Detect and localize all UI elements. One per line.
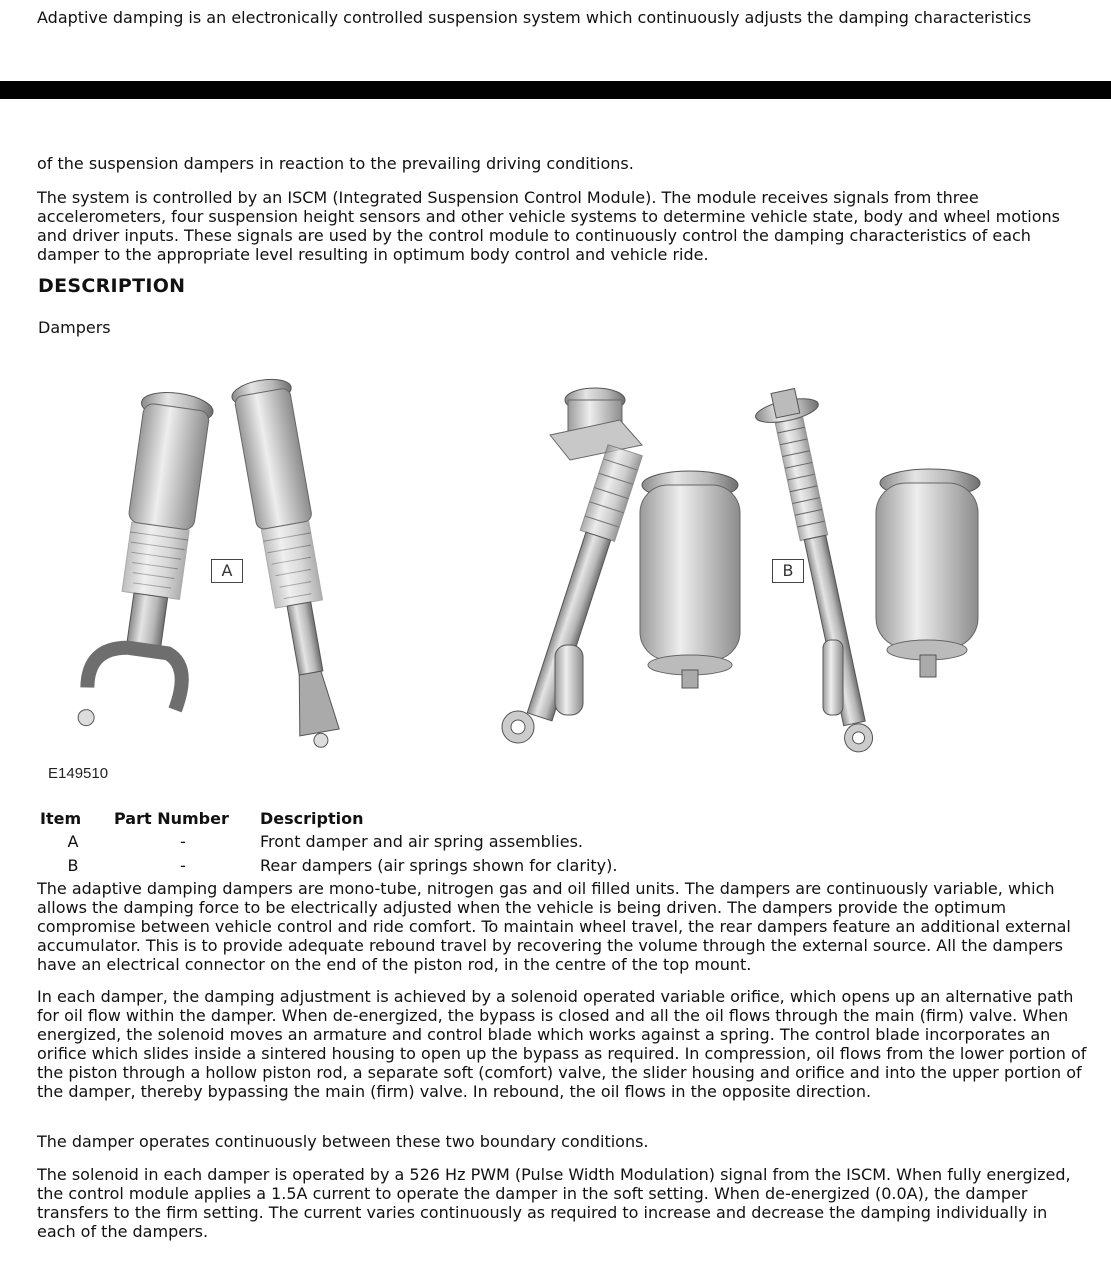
- cell-part-number: -: [180, 832, 186, 851]
- air-spring-right: [876, 469, 980, 677]
- section-heading: DESCRIPTION: [38, 275, 186, 297]
- dampers-illustration: [30, 365, 1080, 795]
- header-description: Description: [260, 808, 364, 828]
- cell-item: B: [67, 856, 79, 875]
- dampers-figure: [30, 365, 1080, 795]
- table-header-row: [36, 808, 904, 832]
- paragraph-iscm: The system is controlled by an ISCM (Integrated Suspension Control Module). The module receives signals from three accelerometers, four suspension height sensors and other vehicle systems to determine vehicle state, body and wheel motions and driver inputs. These signals are used by the control module to continuously control the damping characteristics of each damper to the appropriate level resulting in optimum body control and vehicle ride.: [37, 188, 1061, 264]
- intro-line: Adaptive damping is an electronically controlled suspension system which continuously adjusts the damping characteristics: [37, 8, 1032, 27]
- items-table: [36, 808, 904, 880]
- header-item: Item: [40, 808, 82, 828]
- paragraph-solenoid: In each damper, the damping adjustment is achieved by a solenoid operated variable orifice, which opens up an alternative path for oil flow within the damper. When de-energized, the bypass is closed and all the oil flows through the main (firm) valve. When energized, the solenoid moves an armature and control blade which works against a spring. The control blade incorporates an orifice which slides inside a sintered housing to open up the bypass as required. In compression, oil flows from the lower portion of the piston through a hollow piston rod, a separate soft (comfort) valve, the slider housing and orifice and into the upper portion of the damper, thereby bypassing the main (firm) valve. In rebound, the oil flows in the opposite direction.: [37, 987, 1087, 1101]
- table-row: [36, 856, 904, 880]
- front-damper-left: [77, 386, 222, 738]
- table-row: [36, 832, 904, 856]
- air-spring-left: [640, 471, 740, 688]
- intro-continuation: of the suspension dampers in reaction to the prevailing driving conditions.: [37, 154, 634, 173]
- page-break-bar: [0, 81, 1111, 99]
- cell-item: A: [67, 832, 79, 851]
- header-part-number: Part Number: [114, 808, 229, 828]
- callout-b: B: [772, 559, 804, 583]
- rear-damper-left: [502, 388, 642, 743]
- front-damper-right: [230, 375, 354, 752]
- subsection-title: Dampers: [38, 318, 111, 337]
- cell-part-number: -: [180, 856, 186, 875]
- figure-id: E149510: [48, 765, 109, 782]
- paragraph-pwm: The solenoid in each damper is operated by a 526 Hz PWM (Pulse Width Modulation) signal from the ISCM. When fully energized, the control module applies a 1.5A current to operate the damper in the soft setting. When de-energized (0.0A), the damper transfers to the firm setting. The current varies continuously as required to increase and decrease the damping individually in each of the dampers.: [37, 1165, 1071, 1241]
- cell-description: Rear dampers (air springs shown for clarity).: [260, 856, 618, 875]
- paragraph-dampers: The adaptive damping dampers are mono-tube, nitrogen gas and oil filled units. The dampers are continuously variable, which allows the damping force to be electrically adjusted when the vehicle is being driven. The dampers provide the optimum compromise between vehicle control and ride comfort. To maintain wheel travel, the rear dampers feature an additional external accumulator. This is to provide adequate rebound travel by recovering the volume through the external source. All the dampers have an electrical connector on the end of the piston rod, in the centre of the top mount.: [37, 879, 1071, 974]
- cell-description: Front damper and air spring assemblies.: [260, 832, 583, 851]
- callout-a: A: [211, 559, 243, 583]
- paragraph-boundary: The damper operates continuously between these two boundary conditions.: [37, 1132, 649, 1151]
